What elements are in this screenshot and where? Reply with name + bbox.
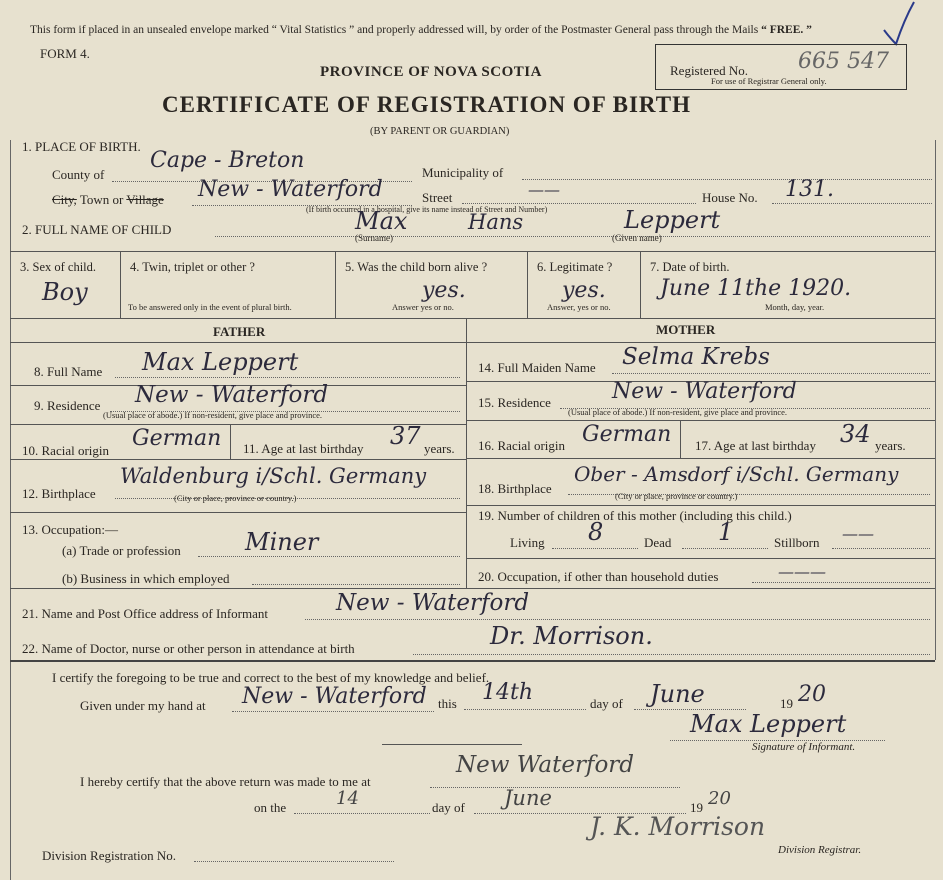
father-residence-note: (Usual place of abode.) If non-resident, give place and province. bbox=[103, 410, 323, 420]
registrar-year-prefix: 19 bbox=[690, 800, 703, 815]
free-label: “ FREE. ” bbox=[761, 24, 812, 36]
informant-value: New - Waterford bbox=[336, 590, 530, 616]
informant-signature: Max Leppert bbox=[690, 710, 847, 738]
occupation-label: 13. Occupation:— bbox=[22, 522, 119, 537]
dob-value: June 11the 1920. bbox=[660, 276, 852, 301]
trade-value: Miner bbox=[245, 528, 319, 556]
father-age-value: 37 bbox=[390, 422, 421, 450]
father-heading: FATHER bbox=[213, 324, 266, 339]
alive-note: Answer yes or no. bbox=[392, 302, 454, 312]
mother-residence-note: (Usual place of abode.) If non-resident, give place and province. bbox=[568, 407, 788, 417]
registered-note: For use of Registrar General only. bbox=[711, 76, 827, 86]
year-prefix-label: 19 bbox=[780, 696, 793, 711]
registrar-caption: Division Registrar. bbox=[778, 844, 862, 856]
mother-name-label: 14. Full Maiden Name bbox=[478, 360, 596, 375]
given-under-label: Given under my hand at bbox=[80, 698, 206, 713]
stillborn-value: —— bbox=[842, 524, 874, 543]
registrar-place-value: New Waterford bbox=[456, 752, 635, 778]
municipality-label: Municipality of bbox=[422, 165, 504, 180]
signature-caption: Signature of Informant. bbox=[752, 741, 856, 753]
province-heading: PROVINCE OF NOVA SCOTIA bbox=[320, 64, 542, 80]
child-given2-value: Leppert bbox=[624, 206, 721, 234]
legitimate-label: 6. Legitimate ? bbox=[537, 260, 613, 274]
children-count-label: 19. Number of children of this mother (including this child.) bbox=[478, 508, 792, 523]
child-name-label: 2. FULL NAME OF CHILD bbox=[22, 222, 172, 237]
mother-racial-value: German bbox=[582, 422, 672, 447]
mother-heading: MOTHER bbox=[656, 322, 716, 337]
dead-label: Dead bbox=[644, 535, 672, 550]
legitimate-value: yes. bbox=[562, 278, 606, 303]
registrar-statement: I hereby certify that the above return was made to me at bbox=[80, 774, 371, 789]
father-years-label: years. bbox=[424, 441, 455, 456]
twin-label: 4. Twin, triplet or other ? bbox=[130, 260, 255, 274]
town-label bbox=[52, 192, 164, 208]
father-residence-value: New - Waterford bbox=[135, 382, 329, 408]
division-registration-label: Division Registration No. bbox=[42, 848, 176, 863]
father-name-value: Max Leppert bbox=[142, 348, 299, 376]
mother-residence-value: New - Waterford bbox=[612, 379, 797, 404]
living-value: 8 bbox=[588, 518, 604, 546]
form-number: FORM 4. bbox=[40, 46, 90, 61]
house-no-label: House No. bbox=[702, 190, 758, 205]
place-of-birth-heading: 1. PLACE OF BIRTH. bbox=[22, 139, 141, 154]
father-birthplace-value: Waldenburg i/Schl. Germany bbox=[120, 464, 427, 488]
mail-notice-text: This form if placed in an unsealed envelope marked “ Vital Statistics ” and properly addressed will, by order of the Postmaster General pass through the Mails bbox=[30, 24, 762, 36]
mother-birthplace-label: 18. Birthplace bbox=[478, 481, 552, 496]
mother-name-value: Selma Krebs bbox=[622, 344, 770, 370]
county-label: County of bbox=[52, 167, 105, 182]
certify-statement: I certify the foregoing to be true and correct to the best of my knowledge and belief. bbox=[52, 670, 490, 685]
alive-label: 5. Was the child born alive ? bbox=[345, 260, 488, 274]
mother-birthplace-note: (City or place, province or country.) bbox=[615, 491, 738, 501]
mother-occupation-label: 20. Occupation, if other than household duties bbox=[478, 569, 719, 584]
registrar-day-of-label: day of bbox=[432, 800, 465, 815]
registrar-month-value: June bbox=[504, 786, 552, 810]
street-note: (If birth occurred in a hospital, give its name instead of Street and Number) bbox=[306, 205, 548, 214]
surname-caption: (Surname) bbox=[355, 233, 393, 243]
child-surname-value: Max bbox=[355, 207, 408, 235]
registrar-year-value: 20 bbox=[708, 788, 731, 809]
given-day-value: 14th bbox=[482, 680, 534, 705]
informant-label: 21. Name and Post Office address of Informant bbox=[22, 606, 268, 621]
mother-age-value: 34 bbox=[840, 420, 871, 448]
stillborn-label: Stillborn bbox=[774, 535, 820, 550]
registered-number-box bbox=[655, 44, 907, 90]
legitimate-note: Answer, yes or no. bbox=[547, 302, 611, 312]
father-birthplace-note: (City or place, province or country.) bbox=[174, 493, 297, 503]
street-label: Street bbox=[422, 190, 453, 205]
father-residence-label: 9. Residence bbox=[34, 398, 101, 413]
village-struck: Village bbox=[126, 192, 164, 207]
street-value: —— bbox=[528, 180, 560, 199]
on-the-label: on the bbox=[254, 800, 287, 815]
dob-label: 7. Date of birth. bbox=[650, 260, 730, 274]
mail-notice bbox=[30, 24, 812, 36]
county-value: Cape - Breton bbox=[150, 148, 305, 173]
father-birthplace-label: 12. Birthplace bbox=[22, 486, 96, 501]
twin-note: To be answered only in the event of plural birth. bbox=[128, 302, 292, 312]
given-at-value: New - Waterford bbox=[242, 684, 427, 709]
dob-note: Month, day, year. bbox=[765, 302, 825, 312]
document-subtitle: (BY PARENT OR GUARDIAN) bbox=[370, 126, 510, 137]
father-age-label: 11. Age at last birthday bbox=[243, 441, 364, 456]
house-no-value: 131. bbox=[785, 177, 834, 202]
mother-years-label: years. bbox=[875, 438, 906, 453]
registrar-day-value: 14 bbox=[336, 788, 359, 809]
given-month-value: June bbox=[650, 680, 705, 708]
city-struck: City, bbox=[52, 192, 77, 207]
registrar-signature: J. K. Morrison bbox=[590, 812, 766, 841]
father-name-label: 8. Full Name bbox=[34, 364, 103, 379]
business-label: (b) Business in which employed bbox=[62, 571, 230, 586]
trade-label: (a) Trade or profession bbox=[62, 543, 181, 558]
dead-value: 1 bbox=[718, 518, 734, 546]
mother-age-label: 17. Age at last birthday bbox=[695, 438, 816, 453]
registered-number: 665 547 bbox=[798, 49, 889, 74]
mother-birthplace-value: Ober - Amsdorf i/Schl. Germany bbox=[574, 462, 899, 486]
mother-occupation-value: ——— bbox=[778, 562, 826, 581]
given-caption: (Given name) bbox=[612, 233, 662, 243]
document-title: CERTIFICATE OF REGISTRATION OF BIRTH bbox=[162, 92, 691, 117]
father-racial-value: German bbox=[132, 426, 222, 451]
doctor-value: Dr. Morrison. bbox=[490, 622, 653, 650]
this-label: this bbox=[438, 696, 457, 711]
alive-value: yes. bbox=[422, 278, 466, 303]
child-given-value: Hans bbox=[468, 210, 524, 234]
sex-label: 3. Sex of child. bbox=[20, 260, 97, 274]
registered-label: Registered No. bbox=[670, 63, 748, 78]
town-word: Town or bbox=[76, 192, 127, 207]
living-label: Living bbox=[510, 535, 545, 550]
given-year-value: 20 bbox=[798, 682, 826, 707]
town-value: New - Waterford bbox=[198, 177, 383, 202]
mother-racial-label: 16. Racial origin bbox=[478, 438, 566, 453]
sex-value: Boy bbox=[42, 278, 88, 306]
day-of-label: day of bbox=[590, 696, 623, 711]
check-mark-icon bbox=[880, 0, 920, 50]
doctor-label: 22. Name of Doctor, nurse or other person in attendance at birth bbox=[22, 641, 355, 656]
father-racial-label: 10. Racial origin bbox=[22, 443, 110, 458]
mother-residence-label: 15. Residence bbox=[478, 395, 551, 410]
